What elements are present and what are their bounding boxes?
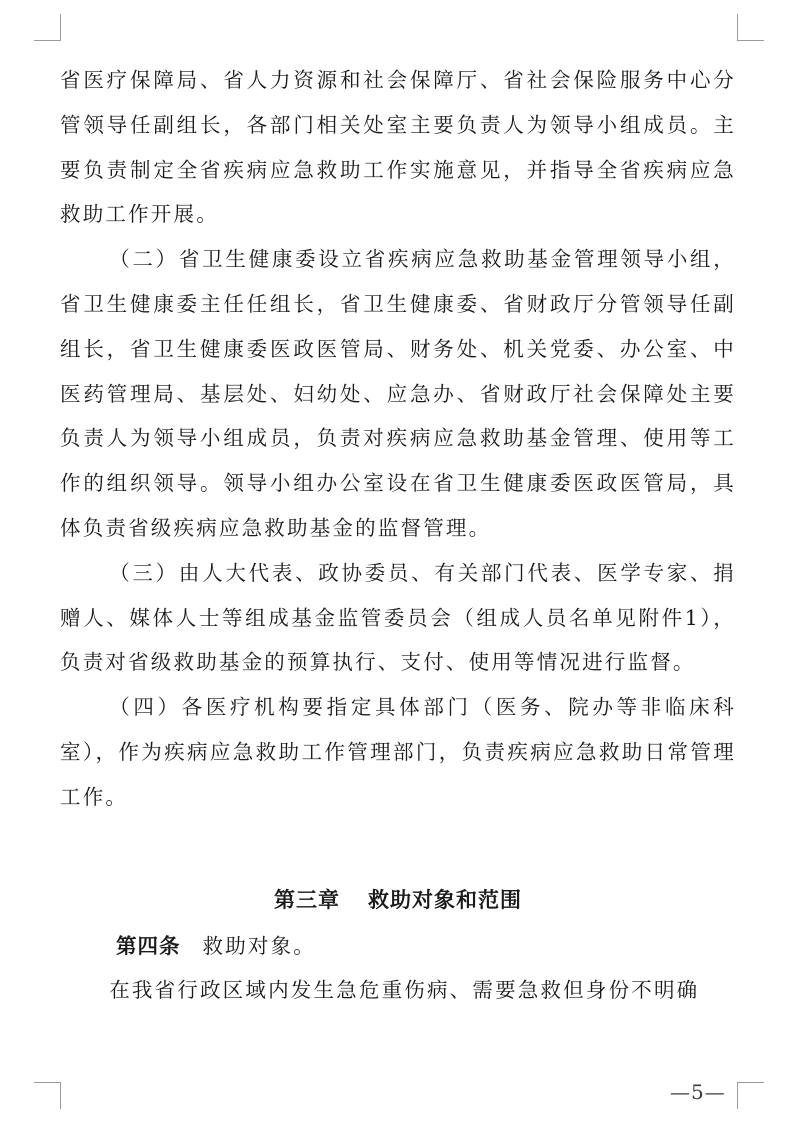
chapter-heading (60, 878, 736, 922)
crop-mark-bottom-right (737, 1082, 764, 1109)
paragraph-continued: 省医疗保障局、省人力资源和社会保障厅、省社会保险服务中心分管领导任副组长，各部门相关处室主要负责人为领导小组成员。主要负责制定全省疾病应急救助工作实施意见，并指导全省疾病应急救助工作开展。 (60, 68, 736, 227)
paragraph-item-3: （三）由人大代表、政协委员、有关部门代表、医学专家、捐赠人、媒体人士等组成基金监管委员会（组成人员名单见附件1），负责对省级救助基金的预算执行、支付、使用等情况进行监督。 (60, 560, 736, 675)
document-body (60, 58, 736, 1013)
chapter-title: 救助对象和范围 (368, 887, 522, 912)
chapter-number: 第三章 (274, 887, 340, 912)
paragraph-article-4: 在我省行政区域内发生急危重伤病、需要急救但身份不明确 (109, 978, 700, 1003)
crop-mark-bottom-left (34, 1082, 61, 1109)
article-label: 第四条 (116, 933, 181, 958)
page-number: —5— (670, 1080, 726, 1104)
article-title: 救助对象。 (202, 933, 316, 958)
article-heading (60, 924, 736, 969)
paragraph-item-2: （二）省卫生健康委设立省疾病应急救助基金管理领导小组，省卫生健康委主任任组长，省卫生健康委、省财政厅分管领导任副组长，省卫生健康委医政医管局、财务处、机关党委、办公室、中医药管理局、基层处、妇幼处、应急办、省财政厅社会保障处主要负责人为领导小组成员，负责对疾病应急救助基金管理、使用等工作的组织领导。领导小组办公室设在省卫生健康委医政医管局，具体负责省级疾病应急救助基金的监督管理。 (60, 247, 736, 540)
crop-mark-top-right (737, 14, 764, 41)
paragraph-item-4: （四）各医疗机构要指定具体部门（医务、院办等非临床科室），作为疾病应急救助工作管理部门，负责疾病应急救助日常管理工作。 (60, 695, 736, 809)
crop-mark-top-left (34, 14, 61, 41)
